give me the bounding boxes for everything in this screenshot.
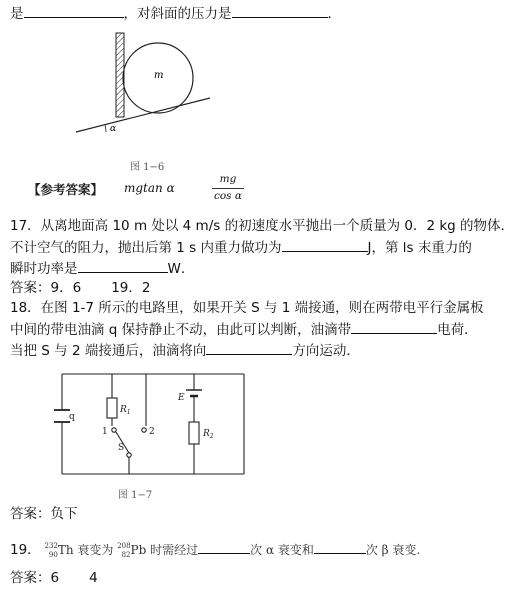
resistor-r1: [107, 398, 117, 418]
label-q: q: [69, 412, 75, 422]
q18-line-1: 18．在图 1-7 所示的电路里，如果开关 S 与 1 端接通，则在两带电平行金属板: [10, 300, 484, 316]
fraction-bar: [212, 188, 244, 189]
angle-arc: [105, 125, 106, 132]
switch-pivot: [127, 453, 131, 457]
switch-contact-1: [112, 428, 116, 432]
q19-answer: 答案：6 4: [10, 570, 98, 586]
answer-fraction-denominator: cos α: [213, 190, 243, 202]
q17-blank-1: [282, 238, 368, 252]
q17-line-1: 17．从离地面高 10 m 处以 4 m/s 的初速度水平抛出一个质量为 0．2 kg 的物体．: [10, 218, 515, 234]
q19-mid: 衰变为: [77, 543, 114, 557]
q18-line-3: [10, 341, 360, 360]
mass-label: m: [154, 70, 164, 81]
q17-answer: 答案：9．6 19．2: [10, 280, 151, 296]
switch-contact-2: [142, 428, 146, 432]
label-r2: $R_2$: [203, 429, 214, 440]
text-prefix: 是: [10, 6, 24, 22]
q19-text-2: 次 α 衰变和: [250, 543, 314, 557]
q18-line-2: [10, 320, 478, 339]
lead-nuclide: $^{208}_{82}$Pb: [117, 542, 147, 559]
q18-line-2-pre: 中间的带电油滴 q 保持静止不动，由此可以判断，油滴带: [10, 322, 352, 338]
figure-1-7-circuit: [52, 368, 262, 480]
q18-line-3-pre: 当把 S 与 2 端接通后，油滴将向: [10, 343, 207, 359]
answer-mgtan: mgtan α: [124, 181, 175, 195]
q18-blank-2: [206, 341, 292, 355]
reference-answer-label: 【参考答案】: [28, 182, 104, 197]
q17-blank-2: [78, 259, 168, 273]
q18-blank-1: [351, 320, 437, 334]
q17-line-3-post: W．: [167, 261, 195, 277]
q18-line-3-post: 方向运动．: [292, 343, 360, 359]
label-e: E: [178, 393, 185, 403]
q17-line-3: [10, 259, 194, 278]
q17-line-2-pre: 不计空气的阻力，抛出后第 1 s 内重力做功为: [10, 240, 282, 256]
q19-line: [10, 540, 420, 561]
angle-label: α: [110, 124, 117, 134]
fill-line-top: [10, 4, 341, 23]
figure-1-6-diagram: [70, 28, 220, 143]
q19-text-1: 时需经过: [150, 543, 199, 557]
label-r1: $R_1$: [120, 405, 131, 416]
incline: [76, 98, 210, 132]
q17-line-2: [10, 238, 472, 257]
q17-line-3-pre: 瞬时功率是: [10, 261, 78, 277]
text-end: ．: [327, 6, 341, 22]
label-pos-2: 2: [149, 427, 155, 437]
q19-text-3: 次 β 衰变.: [365, 543, 421, 557]
q18-line-2-post: 电荷．: [437, 322, 478, 338]
blank-1: [24, 4, 124, 18]
label-pos-1: 1: [102, 427, 108, 437]
q18-answer: 答案：负下: [10, 506, 78, 522]
text-middle: ，对斜面的压力是: [123, 6, 232, 22]
figure-1-7-caption: 图 1−7: [118, 490, 153, 501]
thorium-nuclide: $^{232}_{90}$Th: [44, 542, 74, 559]
figure-1-6-caption: 图 1−6: [130, 162, 165, 173]
q19-blank-1: [198, 540, 250, 554]
blank-2: [232, 4, 328, 18]
q19-number: 19．: [10, 542, 41, 558]
q19-blank-2: [314, 540, 366, 554]
q17-line-2-post: J，第 ls 末重力的: [367, 240, 472, 256]
label-switch: S: [118, 443, 125, 453]
answer-fraction-numerator: mg: [219, 173, 237, 185]
resistor-r2: [189, 422, 199, 444]
